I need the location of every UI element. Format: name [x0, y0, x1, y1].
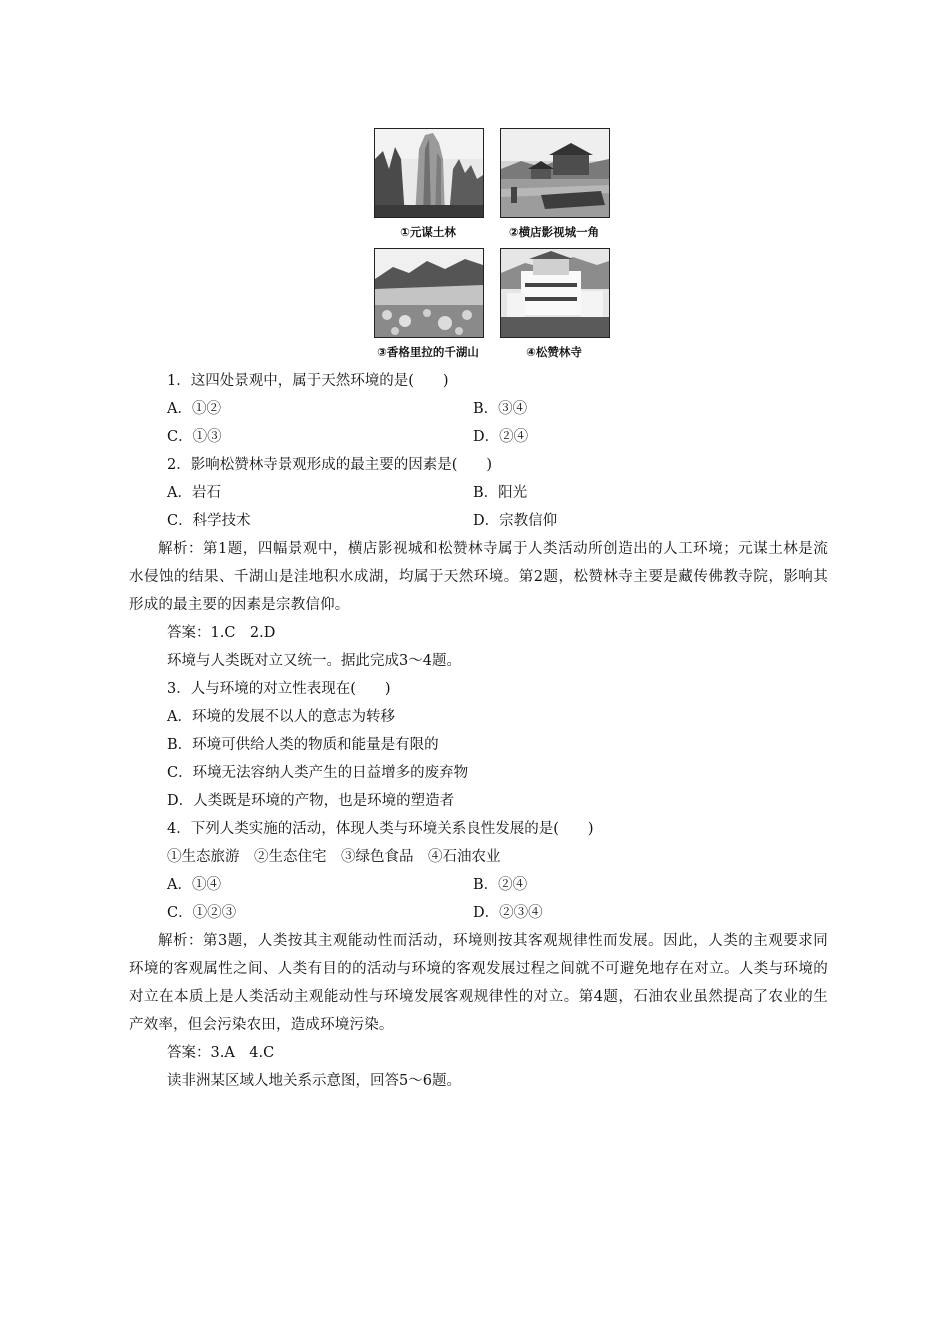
- q1-stem: 1．这四处景观中，属于天然环境的是( ): [167, 373, 449, 389]
- q1-options-row-2: [138, 423, 828, 451]
- q3-option-a: A．环境的发展不以人的意志为转移: [167, 709, 395, 725]
- q4-option-b: B．②④: [473, 877, 528, 893]
- q4-option-c: C．①②③: [167, 905, 237, 921]
- answer-1: 答案：1.C 2.D: [167, 625, 276, 641]
- question-content: [129, 367, 828, 1095]
- photo-songzanlin-monastery: [500, 248, 610, 338]
- q4-option-a: A．①④: [167, 877, 221, 893]
- q4-option-d: D．②③④: [473, 905, 543, 921]
- answer-2: 答案：3.A 4.C: [167, 1045, 275, 1061]
- caption-2: ②横店影视城一角: [508, 225, 600, 239]
- q3-stem: 3．人与环境的对立性表现在( ): [167, 681, 391, 697]
- q4-stem: 4．下列人类实施的活动，体现人类与环境关系良性发展的是( ): [167, 821, 594, 837]
- q1-option-a: A．①②: [167, 401, 221, 417]
- q2-options-row-2: [138, 507, 828, 535]
- q2-option-b: B．阳光: [473, 485, 528, 501]
- q1-option-d: D．②④: [473, 429, 529, 445]
- q2-option-c: C．科学技术: [167, 513, 251, 529]
- q2-option-a: A．岩石: [167, 485, 221, 501]
- intro-q5-q6: 读非洲某区域人地关系示意图，回答5～6题。: [167, 1073, 461, 1089]
- photo-thousand-lake-mountain: [374, 248, 484, 338]
- q4-options-row-2: [138, 899, 828, 927]
- q4-items: ①生态旅游 ②生态住宅 ③绿色食品 ④石油农业: [167, 849, 501, 865]
- analysis-2: 解析：第3题，人类按其主观能动性而活动，环境则按其客观规律性而发展。因此，人类的主观要求同环境的客观属性之间、人类有目的的活动与环境的客观发展过程之间就不可避免地存在对立。人类与环境的对立在本质上是人类活动主观能动性与环境发展客观规律性的对立。第4题，石油农业虽然提高了农业的生产效率，但会污染农田，造成环境污染。: [129, 933, 828, 1033]
- caption-4: ④松赞林寺: [526, 345, 582, 359]
- q1-options-row-1: [138, 395, 828, 423]
- q2-option-d: D．宗教信仰: [473, 513, 558, 529]
- q1-option-b: B．③④: [473, 401, 528, 417]
- analysis-1: 解析：第1题，四幅景观中，横店影视城和松赞林寺属于人类活动所创造出的人工环境；元谋土林是流水侵蚀的结果、千湖山是洼地积水成湖，均属于天然环境。第2题，松赞林寺主要是藏传佛教寺院，影响其形成的最主要的因素是宗教信仰。: [129, 541, 828, 613]
- caption-1: ①元谋土林: [400, 225, 456, 239]
- q3-option-c: C．环境无法容纳人类产生的日益增多的废弃物: [167, 765, 469, 781]
- caption-3: ③香格里拉的千湖山: [377, 345, 479, 359]
- q4-options-row-1: [138, 871, 828, 899]
- q3-option-d: D．人类既是环境的产物，也是环境的塑造者: [167, 793, 455, 809]
- photo-earth-forest: [374, 128, 484, 218]
- landscape-figure: [372, 126, 614, 360]
- photo-film-studio: [500, 128, 610, 218]
- q3-option-b: B．环境可供给人类的物质和能量是有限的: [167, 737, 439, 753]
- q2-options-row-1: [138, 479, 828, 507]
- intro-q3-q4: 环境与人类既对立又统一。据此完成3～4题。: [167, 653, 461, 669]
- q1-option-c: C．①③: [167, 429, 222, 445]
- q2-stem: 2．影响松赞林寺景观形成的最主要的因素是( ): [167, 457, 493, 473]
